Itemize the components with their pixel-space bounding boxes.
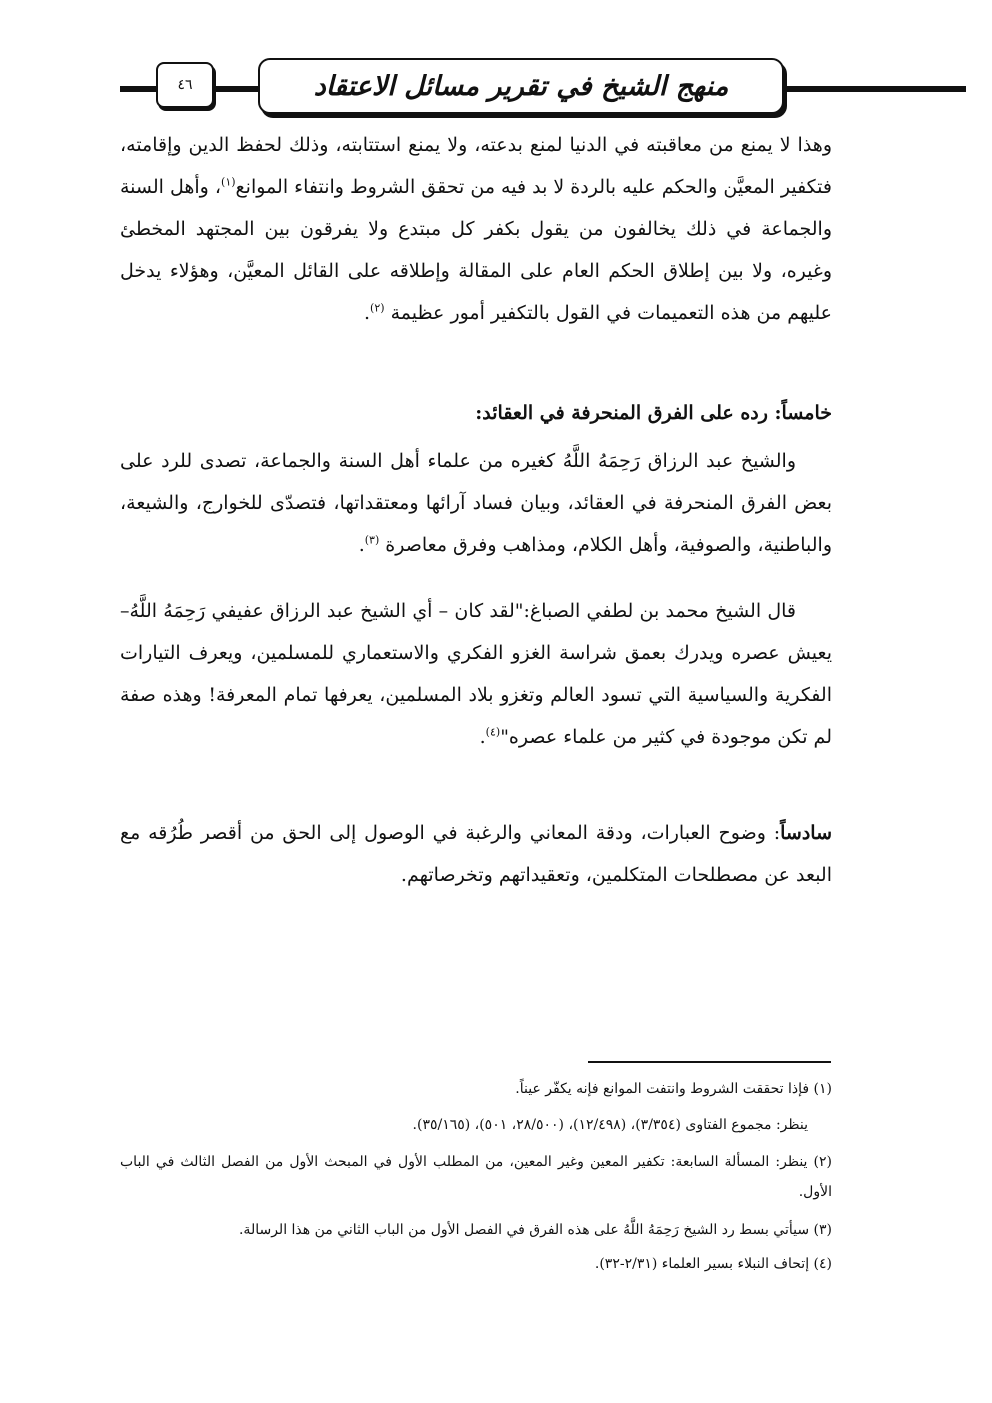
footnote-1: (١) فإذا تحققت الشروط وانتفت الموانع فإنه يكفّر عيناً. — [515, 1081, 832, 1097]
footnote-4: (٤) إتحاف النبلاء بسير العلماء (٢/٣١-٣٢). — [594, 1256, 832, 1272]
header-rule-middle — [214, 86, 260, 92]
paragraph-1-text-c: . — [363, 302, 371, 324]
section-heading-fifth — [120, 392, 832, 434]
paragraph-3-text-b: . — [479, 726, 486, 748]
footnote-separator — [588, 1061, 831, 1063]
footnote-3: (٣) سيأتي بسط رد الشيخ رَحِمَهُ اللَّهُ على هذه الفرق في الفصل الأول من الباب الثاني من هذا الرسالة. — [238, 1222, 832, 1238]
paragraph-sixth — [120, 812, 832, 896]
paragraph-1-text-b: ، وأهل السنة والجماعة في ذلك يخالفون من يقول بكفر كل مبتدع ولا يفرقون بين المجتهد المخطئ وغيره، ولا بين إطلاق الحكم العام على المقالة وإطلاقه على القائل المعيَّن، وهؤلاء يدخل عليهم من هذه التعميمات في القول بالتكفير أمور عظيمة — [120, 176, 832, 324]
footnote-ref-2: (٢) — [370, 301, 385, 315]
header-rule-right — [782, 86, 966, 92]
paragraph-1-text-a: وهذا لا يمنع من معاقبته في الدنيا لمنع بدعته، ولا يمنع استتابته، وذلك لحفظ الدين وإقامته، فتكفير المعيَّن والحكم عليه بالردة لا بد فيه من تحقق الشروط وانتفاء الموانع — [120, 134, 833, 198]
section-heading-sixth-lead: سادساً — [780, 822, 832, 844]
paragraph-2 — [120, 440, 832, 566]
section-heading-fifth-text: : رده على الفرق المنحرفة في العقائد: — [475, 402, 782, 424]
paragraph-2-text-b: . — [358, 534, 365, 556]
footnote-ref-4: (٤) — [485, 725, 501, 739]
running-title: منهج الشيخ في تقرير مسائل الاعتقاد — [258, 58, 784, 114]
paragraph-2-text-a: والشيخ عبد الرزاق رَحِمَهُ اللَّهُ كغيره من علماء أهل السنة والجماعة، تصدى للرد على بعض الفرق المنحرفة في العقائد، وبيان فساد آرائها ومعتقداتها، فتصدّى للخوارج، والشيعة، والباطنية، والصوفية، وأهل الكلام، ومذاهب وفرق معاصرة — [120, 450, 832, 556]
page-number: ٤٦ — [156, 62, 214, 108]
paragraph-3-quote — [120, 590, 832, 758]
footnote-2: (٢) ينظر: المسألة السابعة: تكفير المعين وغير المعين، من المطلب الأول في المبحث الأول من الفصل الثالث في الباب الأول. — [120, 1154, 832, 1200]
paragraph-1 — [120, 124, 832, 334]
footnote-ref-3: (٣) — [364, 533, 380, 547]
header-rule-left — [120, 86, 158, 92]
section-heading-fifth-lead: خامساً — [781, 402, 832, 424]
paragraph-3-text-a: قال الشيخ محمد بن لطفي الصباغ:"لقد كان – أي الشيخ عبد الرزاق عفيفي رَحِمَهُ اللَّهُ– يعيش عصره ويدرك بعمق شراسة الغزو الفكري والاستعماري للمسلمين، ويعرف التيارات الفكرية والسياسية التي تسود العالم وتغزو بلاد المسلمين، يعرفها تمام المعرفة! وهذه صفة لم تكن موجودة في كثير من علماء عصره" — [120, 600, 832, 748]
paragraph-sixth-text: : وضوح العبارات، ودقة المعاني والرغبة في الوصول إلى الحق من أقصر طُرُقه مع البعد عن مصطلحات المتكلمين، وتعقيداتهم وتخرصاتهم. — [120, 822, 832, 886]
footnote-1-reference: ينظر: مجموع الفتاوى (٣/٣٥٤)، (١٢/٤٩٨)، (٢٨/٥٠٠، ٥٠١)، (٣٥/١٦٥). — [412, 1117, 808, 1133]
footnote-ref-1: (١) — [221, 175, 236, 189]
